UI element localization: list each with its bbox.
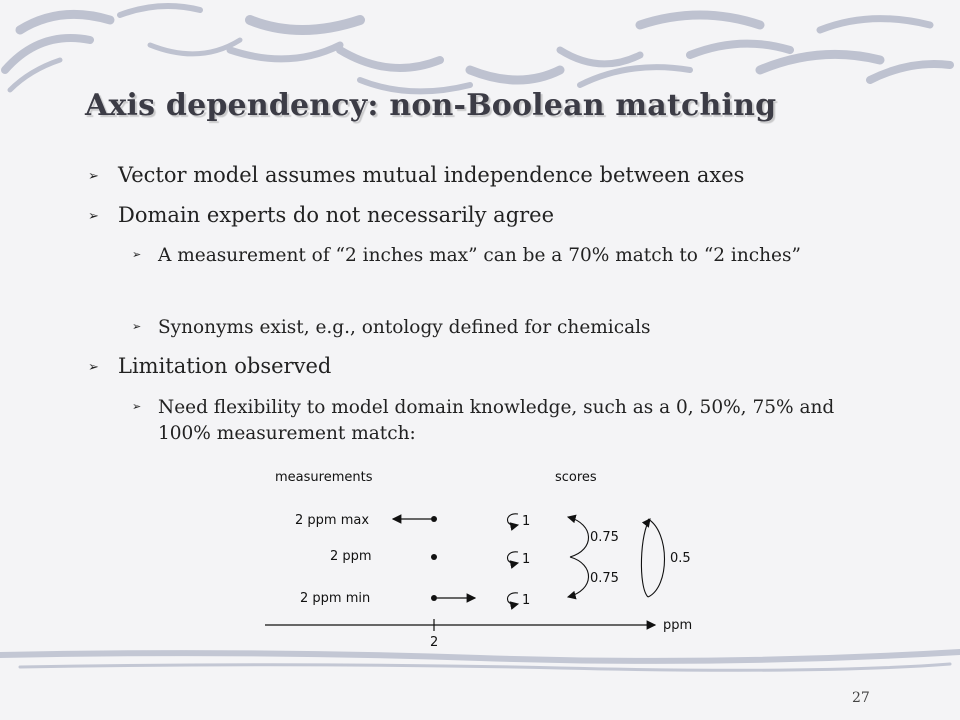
score-arc-exact-min [568, 557, 589, 597]
arrowhead-bullet-icon: ➢ [88, 360, 99, 375]
page-number: 27 [852, 690, 870, 706]
score-exact-min: 0.75 [590, 571, 619, 586]
tick-label: 2 [430, 635, 439, 650]
row-label-exact: 2 ppm [330, 549, 372, 564]
scores-header: scores [555, 470, 597, 485]
row-label-max: 2 ppm max [295, 513, 370, 528]
score-max-min: 0.5 [670, 551, 691, 566]
ppm-matching-diagram [250, 462, 730, 652]
measurements-header: measurements [275, 470, 373, 485]
self-loop-icon [508, 593, 519, 605]
arrowhead-bullet-icon: ➢ [88, 209, 99, 224]
self-score-exact: 1 [522, 552, 531, 567]
score-arc-max-min [648, 519, 665, 597]
point-exact [431, 554, 437, 560]
score-max-exact: 0.75 [590, 530, 619, 545]
self-score-max: 1 [522, 514, 531, 529]
score-arc-max-min-head [641, 519, 650, 597]
slide-title: Axis dependency: non-Boolean matching [85, 88, 777, 123]
point-max [431, 516, 437, 522]
self-loop-icon [508, 552, 519, 564]
arrowhead-bullet-icon: ➢ [132, 400, 142, 413]
arrowhead-bullet-icon: ➢ [132, 320, 142, 333]
score-arc-max-exact [568, 517, 589, 557]
arrowhead-bullet-icon: ➢ [88, 169, 99, 184]
self-score-min: 1 [522, 593, 531, 608]
self-loop-icon [508, 514, 519, 526]
point-min [431, 595, 437, 601]
row-label-min: 2 ppm min [300, 591, 371, 606]
arrowhead-bullet-icon: ➢ [132, 248, 142, 261]
axis-label: ppm [663, 618, 693, 633]
